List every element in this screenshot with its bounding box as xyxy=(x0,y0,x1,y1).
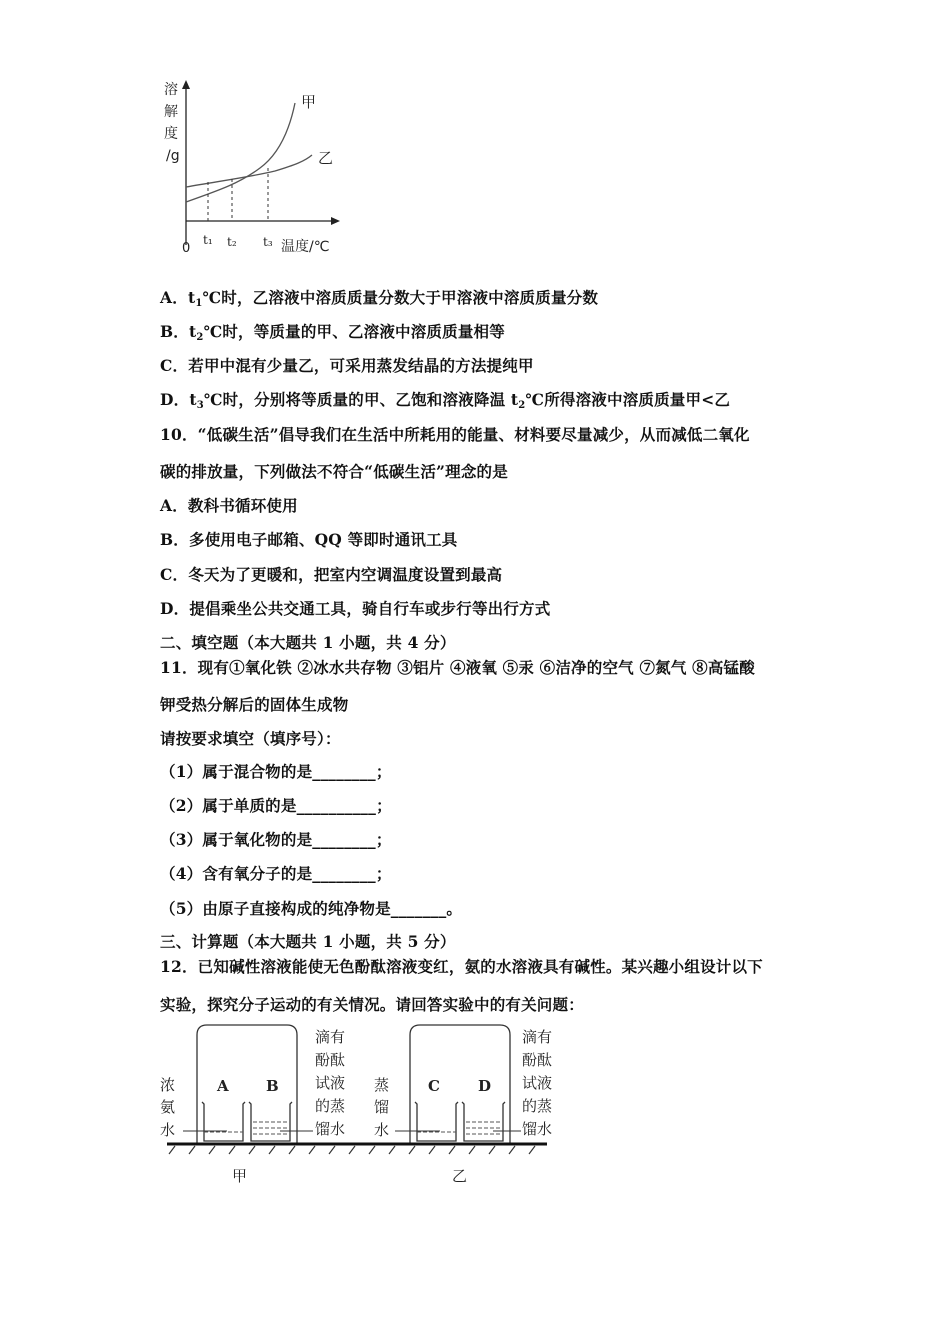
bell-jar-right xyxy=(410,1025,510,1144)
bell-jar-left xyxy=(197,1025,297,1144)
q10-stem-2: 碳的排放量，下列做法不符合“低碳生活”理念的是 xyxy=(160,462,508,481)
y-label-1: 溶 xyxy=(164,82,178,98)
right-drop-label-4: 的蒸 xyxy=(522,1097,553,1115)
left-drop-label-2: 酚酞 xyxy=(315,1051,346,1069)
beaker-label-d: D xyxy=(478,1077,492,1095)
q11-stem-1: 11．现有①氧化铁 ②冰水共存物 ③铝片 ④液氧 ⑤汞 ⑥洁净的空气 ⑦氮气 ⑧高锰酸 xyxy=(160,658,755,677)
q12-stem-1: 12．已知碱性溶液能使无色酚酞溶液变红，氨的水溶液具有碱性。某兴趣小组设计以下 xyxy=(160,957,763,976)
mid-label-1: 蒸 xyxy=(374,1076,390,1094)
ground-hatching xyxy=(169,1146,535,1154)
q9-option-c: C．若甲中混有少量乙，可采用蒸发结晶的方法提纯甲 xyxy=(160,356,534,375)
left-drop-label-1: 滴有 xyxy=(315,1028,346,1046)
left-drop-label-5: 馏水 xyxy=(315,1120,346,1138)
left-drop-label-4: 的蒸 xyxy=(315,1097,346,1115)
q9-option-a: A．$t_1℃$时，乙溶液中溶质质量分数大于甲溶液中溶质质量分数 xyxy=(160,288,599,309)
section3-heading: 三、计算题（本大题共 1 小题，共 5 分） xyxy=(160,932,456,951)
left-label-1: 浓 xyxy=(160,1076,176,1094)
section2-heading: 二、填空题（本大题共 1 小题，共 4 分） xyxy=(160,633,456,652)
curve-label-yi: 乙 xyxy=(318,149,334,167)
q12-stem-2: 实验，探究分子运动的有关情况。请回答实验中的有关问题： xyxy=(160,995,584,1014)
beaker-c xyxy=(415,1102,458,1141)
q9-option-d: D．$t_3℃$时，分别将等质量的甲、乙饱和溶液降温 $t_2℃$所得溶液中溶质质量甲<乙 xyxy=(160,390,731,411)
curve-jia xyxy=(186,103,295,202)
experiment-figure xyxy=(155,1020,575,1190)
y-label-3: 度 xyxy=(164,126,178,142)
q10-option-c: C．冬天为了更暖和，把室内空调温度设置到最高 xyxy=(160,565,503,584)
curve-label-jia: 甲 xyxy=(301,93,317,111)
y-label-4: /g xyxy=(166,148,180,164)
q11-blank-3: （3）属于氧化物的是________； xyxy=(160,830,392,849)
q11-blank-5: （5）由原子直接构成的纯净物是_______。 xyxy=(160,899,463,918)
q10-option-a: A．教科书循环使用 xyxy=(160,496,298,515)
caption-yi: 乙 xyxy=(452,1167,468,1185)
solubility-graph xyxy=(150,75,350,260)
x-axis-arrow xyxy=(331,217,340,225)
mid-label-2: 馏 xyxy=(374,1098,390,1116)
y-label-2: 解 xyxy=(164,104,178,120)
tick-t2: t₂ xyxy=(227,235,237,249)
curve-yi xyxy=(186,155,312,187)
origin-label: 0 xyxy=(182,241,191,256)
beaker-a xyxy=(202,1102,245,1141)
graph-y-label xyxy=(164,81,180,164)
beaker-label-b: B xyxy=(266,1077,279,1095)
q11-stem-2: 钾受热分解后的固体生成物 xyxy=(160,695,349,714)
left-label-2: 氨 xyxy=(160,1098,176,1116)
right-drop-label-2: 酚酞 xyxy=(522,1051,553,1069)
y-axis-arrow xyxy=(182,80,190,89)
q11-blank-4: （4）含有氧分子的是________； xyxy=(160,864,392,883)
caption-jia: 甲 xyxy=(232,1167,248,1185)
q11-blank-1: （1）属于混合物的是________； xyxy=(160,762,392,781)
q10-option-b: B．多使用电子邮箱、QQ 等即时通讯工具 xyxy=(160,530,458,549)
beaker-label-a: A xyxy=(217,1077,229,1095)
q9-option-b: B．$t_2℃$时，等质量的甲、乙溶液中溶质质量相等 xyxy=(160,322,505,343)
right-drop-label-5: 馏水 xyxy=(522,1120,553,1138)
right-drop-label-1: 滴有 xyxy=(522,1028,553,1046)
tick-t1: t₁ xyxy=(203,233,213,247)
left-drop-label-3: 试液 xyxy=(315,1074,346,1092)
mid-label-3: 水 xyxy=(374,1121,390,1139)
q10-stem-1: 10．“低碳生活”倡导我们在生活中所耗用的能量、材料要尽量减少，从而减低二氧化 xyxy=(160,425,750,444)
q10-option-d: D．提倡乘坐公共交通工具，骑自行车或步行等出行方式 xyxy=(160,599,551,618)
tick-t3: t₃ xyxy=(263,235,273,249)
beaker-label-c: C xyxy=(428,1077,440,1095)
x-axis-label: 温度/℃ xyxy=(281,239,330,255)
q11-instruction: 请按要求填空（填序号）： xyxy=(160,729,341,748)
q11-blank-2: （2）属于单质的是__________； xyxy=(160,796,392,815)
left-label-3: 水 xyxy=(160,1121,176,1139)
right-drop-label-3: 试液 xyxy=(522,1074,553,1092)
